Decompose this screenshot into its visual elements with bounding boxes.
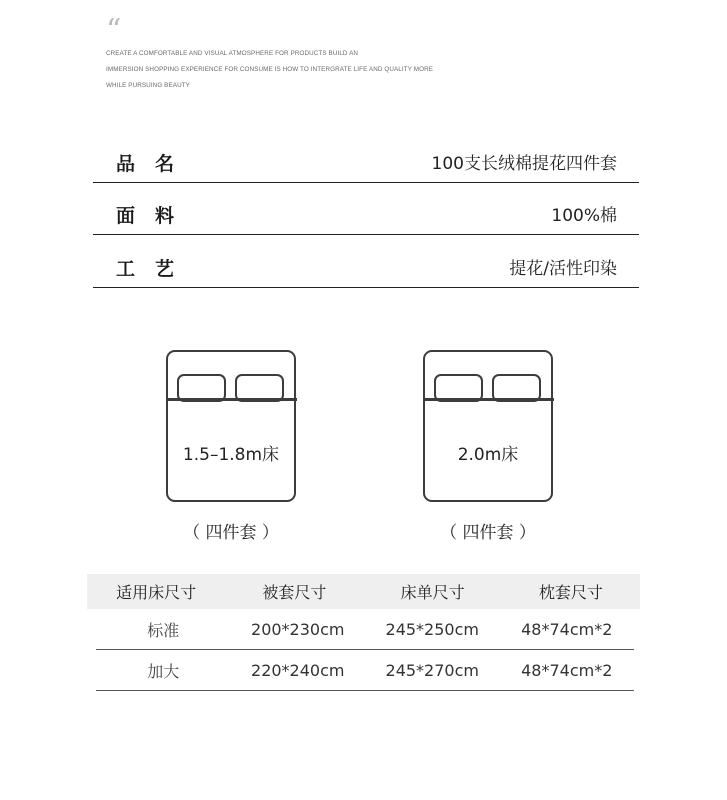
table-header-cell: 被套尺寸	[262, 583, 327, 602]
spec-value: 100支长绒棉提花四件套	[431, 154, 617, 174]
bed-size-label: 2.0m床	[457, 445, 519, 465]
spec-row-craft	[93, 237, 639, 288]
table-cell: 加大	[147, 661, 180, 681]
spec-label: 品名	[116, 153, 195, 175]
bed-caption: （ 四件套 ）	[183, 523, 279, 543]
table-cell: 220*240cm	[251, 660, 345, 680]
bed-size-label: 1.5–1.8m床	[182, 445, 280, 465]
spec-value: 100%棉	[551, 206, 617, 226]
slogan-text	[106, 46, 526, 94]
bed-illustration-large	[423, 350, 553, 502]
quote-mark-icon: “	[106, 13, 122, 48]
table-cell: 200*230cm	[251, 619, 345, 639]
spec-label: 面料	[116, 205, 195, 227]
table-cell: 245*270cm	[385, 660, 479, 680]
spec-row-fabric	[93, 184, 639, 235]
bed-illustration-small	[166, 350, 296, 502]
slogan-line: WHILE PURSUING BEAUTY	[106, 82, 190, 89]
table-header-cell: 适用床尺寸	[116, 583, 197, 602]
table-header	[87, 574, 640, 609]
slogan-line: CREATE A COMFORTABLE AND VISUAL ATMOSPHERE FOR PRODUCTS BUILD AN	[106, 50, 359, 57]
size-table	[87, 574, 640, 691]
sheet-fold-line	[166, 398, 297, 401]
bed-caption: （ 四件套 ）	[440, 523, 536, 543]
spec-value: 提花/活性印染	[509, 259, 617, 279]
table-row	[96, 609, 634, 650]
table-cell: 245*250cm	[385, 619, 479, 639]
table-cell: 48*74cm*2	[521, 619, 613, 639]
sheet-fold-line	[423, 398, 554, 401]
table-header-cell: 床单尺寸	[400, 583, 465, 602]
spec-row-product-name	[93, 132, 639, 183]
slogan-line: IMMERSION SHOPPING EXPERIENCE FOR CONSUME IS HOW TO INTERGRATE LIFE AND QUALITY MORE	[106, 66, 434, 73]
table-cell: 48*74cm*2	[521, 660, 613, 680]
table-header-cell: 枕套尺寸	[538, 583, 603, 602]
table-row	[96, 650, 634, 691]
spec-label: 工艺	[116, 258, 195, 280]
table-cell: 标准	[147, 620, 180, 640]
